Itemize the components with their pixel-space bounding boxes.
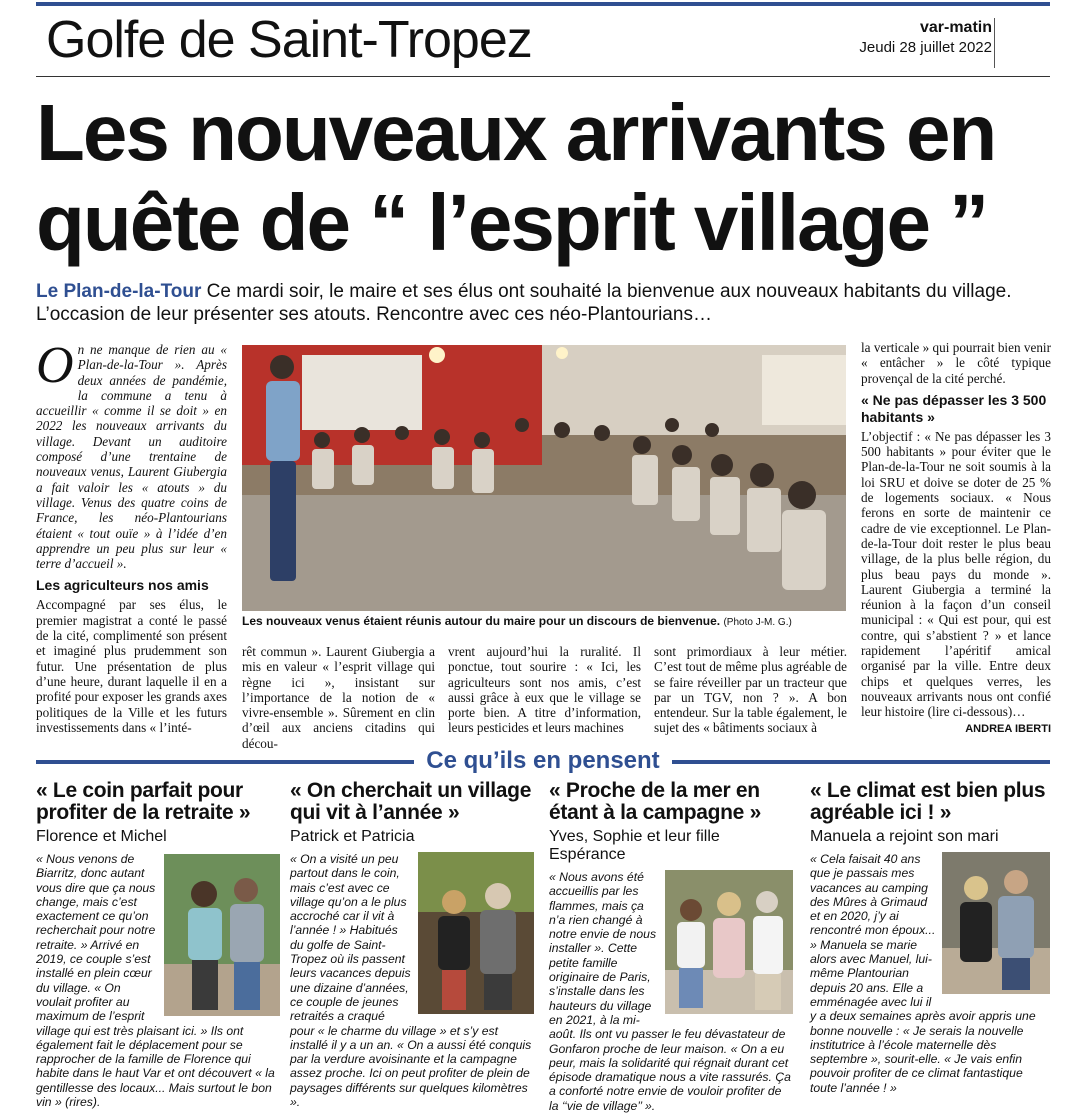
- testimonial-photo: [418, 852, 534, 1014]
- caption-text: Les nouveaux venus étaient réunis autour du maire pour un discours de bienvenue.: [242, 614, 721, 628]
- band-title: Ce qu’ils en pensent: [36, 746, 1050, 776]
- article-column-4: [654, 644, 847, 736]
- testimonial-photo: [942, 852, 1050, 994]
- testimonial-4: [810, 780, 1050, 1095]
- testimonial-title: « Proche de la mer en étant à la campagne »: [549, 779, 761, 824]
- testimonial-names: Florence et Michel: [36, 828, 167, 845]
- main-photo: [242, 345, 846, 611]
- testimonial-1: [36, 780, 280, 1109]
- paragraph-presentation: Accompagné par ses élus, le premier magistrat a conté le passé de la cité, complimenté son présent et imaginé plus prudemment son futur. Une présentation de plus d’une heure, durant laquelle il en a profité pour exposer les grands axes politiques de la Ville et les futurs investissements dans « l’inté-: [36, 597, 227, 735]
- paragraph-col5-intro: la verticale » qui pourrait bien venir « entâcher » le côté typique provençal de la cité perché.: [861, 340, 1051, 386]
- testimonial-body: « Cela faisait 40 ans que je passais mes vacances au camping des Mûres à Grimaud et en 2020, j’y ai rencontré mon époux... » Manuela se marie alors avec Manuel, lui-même Plantourian depuis 20 ans. Elle a emménagée avec lui il y a deux semaines après avoir appris une bonne nouvelle : « Je serais la nouvelle institutrice à l’école maternelle dès septembre », sourit-elle. « Je vais enfin pouvoir profiter de ce climat fantastique toute l’année ! »: [810, 852, 1050, 1095]
- masthead: [859, 18, 992, 58]
- author-signature: ANDREA IBERTI: [965, 722, 1051, 735]
- testimonial-names: Manuela a rejoint son mari: [810, 828, 999, 845]
- lead-place: Le Plan-de-la-Tour: [36, 281, 202, 302]
- testimonial-body: « On a visité un peu partout dans le coin, mais c’est avec ce village qu’on a le plus accroché car il vit à l’année ! » Habitués du golfe de Saint-Tropez où ils passent leurs vacances depuis une dizaine d’années, ce couple de jeunes retraités a craqué pour « le charme du village » et s’y est installé il y a un an. « On a aussi été conquis par la verdure avoisinante et la campagne assez proche. Ici on peut profiter de plein de paysages différents sur quelques kilomètres ».: [290, 852, 534, 1109]
- subhead-habitants: « Ne pas dépasser les 3 500 habitants »: [861, 391, 1047, 425]
- testimonial-2: [290, 780, 534, 1109]
- article-column-1: [36, 337, 227, 735]
- testimonial-title: « Le climat est bien plus agréable ici ! »: [810, 779, 1046, 824]
- masthead-divider: [994, 18, 995, 68]
- testimonial-photo: [164, 854, 280, 1016]
- photo-credit: (Photo J-M. G.): [723, 617, 792, 628]
- photo-caption: [242, 614, 846, 628]
- testimonial-names: Patrick et Patricia: [290, 828, 415, 845]
- headline-line-1: Les nouveaux arrivants en: [36, 88, 996, 177]
- drop-cap: O: [36, 337, 74, 394]
- section-title: Golfe de Saint-Tropez: [46, 11, 532, 69]
- lead-text: Ce mardi soir, le maire et ses élus ont souhaité la bienvenue aux nouveaux habitants du village. L’occasion de leur présenter ses atouts. Rencontre avec ces néo-Plantourians…: [36, 281, 1012, 325]
- headline: [36, 88, 1056, 268]
- testimonial-3: [549, 780, 793, 1113]
- issue-date: Jeudi 28 juillet 2022: [859, 39, 992, 56]
- paragraph-col5-main: L’objectif : « Ne pas dépasser les 3 500 habitants » pour éviter que le Plan-de-la-Tour ne soit soumis à la loi SRU et doive se doter de 25 % de logements sociaux. « Nous ferons en sorte de maintenir ce cadre de vie exceptionnel. Le Plan-de-la-Tour doit rester le plus beau village, de la plus belle région, du plus beau pays du monde ». Laurent Giubergia a terminé la réunion à la façon d’un conseil municipal : « Qui est pour, qui est contre, qui s’abstient ? » et lance rapidement l’apéritif amical organisé par la ville. Entre deux chips et quelques verres, les nouveaux arrivants nous ont confié leur histoire (lire ci-dessous)…: [861, 428, 1051, 720]
- paragraph-col4: sont primordiaux à leur métier. C’est tout de même plus agréable de se faire réveiller par un tracteur que par un TGV, non ? ». A bon entendeur. Sur la table également, le sujet des « bâtiments sociaux à: [654, 644, 847, 736]
- intro-paragraph: n ne manque de rien au « Plan-de-la-Tour ». Après deux années de pandémie, la commune a tenu à accueillir « comme il se doit » en 2022 les nouveaux arrivants du village. Devant un auditoire composé d’une trentaine de nouveaux venus, Laurent Giubergia a fait valoir les « atouts » du village. Venus des quatre coins de France, les néo-Plantourians étaient « tout ouïe » à l’idée d’en apprendre un peu plus sur leur « terre d’accueil ».: [36, 342, 227, 572]
- meeting-room-illustration: [242, 345, 846, 611]
- testimonial-body: « Nous avons été accueillis par les flammes, mais ça n’a rien changé à notre envie de nous installer ». Cette petite famille originaire de Paris, s’installe dans les hauteurs du village en 2021, à la mi-août. Ils ont vu passer le feu dévastateur de Gonfaron proche de leur maison. « On a eu peur, mais la solidarité qui régnait durant cet épisode dramatique nous a vite rassurés. Ça a conforté notre envie de vouloir profiter de la ‘‘vie de village’’ ».: [549, 870, 793, 1113]
- article-column-2: [242, 644, 435, 751]
- testimonials-band: [36, 746, 1050, 776]
- testimonial-names: Yves, Sophie et leur fille Espérance: [549, 828, 720, 863]
- testimonial-title: « On cherchait un village qui vit à l’année »: [290, 779, 532, 824]
- lead-paragraph: [36, 280, 1036, 326]
- testimonial-photo: [665, 870, 793, 1014]
- article-column-3: [448, 644, 641, 736]
- paper-name: var-matin: [919, 19, 992, 36]
- article-column-5: [861, 340, 1051, 737]
- top-accent-bar: [36, 2, 1050, 6]
- testimonial-title: « Le coin parfait pour profiter de la retraite »: [36, 779, 251, 824]
- paragraph-col2: rêt commun ». Laurent Giubergia a mis en valeur « l’esprit village qui règne ici », insistant sur l’importance de la notion de « vivre-ensemble ». Sûrement en clin d’œil aux anciens citadins qui décou-: [242, 644, 435, 751]
- testimonial-body: « Nous venons de Biarritz, donc autant vous dire que ça nous change, mais c’est exactement ce qu’on recherchait pour notre retraite. » Arrivé en 2019, ce couple s’est installé en plein cœur du village. « On voulait profiter au maximum de l’esprit village qui est très plaisant ici. » Ils ont également fait le déplacement pour se rapprocher de la famille de Florence qui habite dans le haut Var et ont découvert « la gentillesse des locaux... Mais surtout le bon vin » (rires).: [36, 852, 280, 1109]
- header-rule: [36, 76, 1050, 77]
- subhead-agriculteurs: Les agriculteurs nos amis: [36, 577, 209, 594]
- headline-line-2: quête de “ l’esprit village ”: [36, 178, 988, 267]
- paragraph-col3: vrent aujourd’hui la ruralité. Il ponctue, tout sourire : « Ici, les agriculteurs sont nos amis, c’est aussi grâce à eux que le village se porte bien. A titre d’information, leurs pesticides et leurs machines: [448, 644, 641, 736]
